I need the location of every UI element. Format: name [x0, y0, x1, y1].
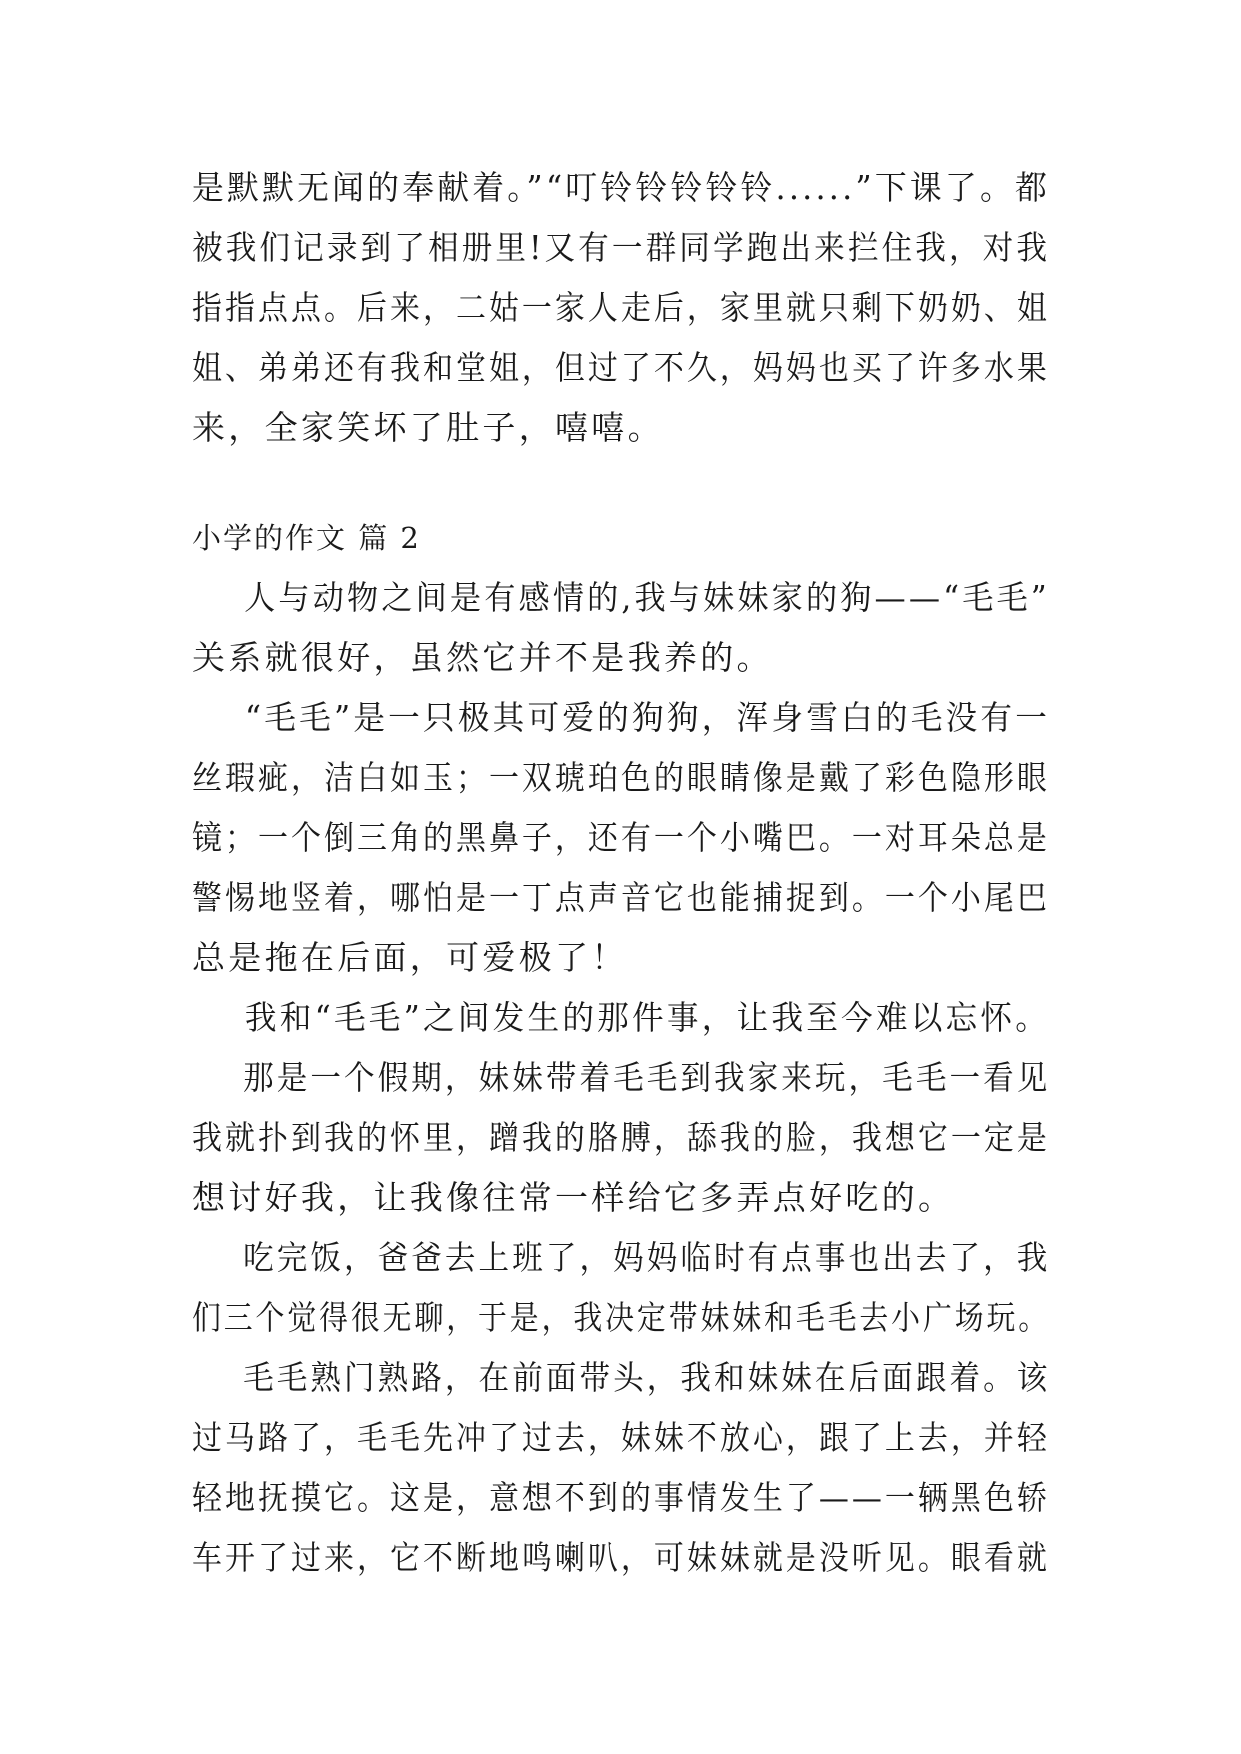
text-line: 丝瑕疵，洁白如玉；一双琥珀色的眼睛像是戴了彩色隐形眼: [192, 758, 1050, 797]
text-line: 车开了过来，它不断地鸣喇叭，可妹妹就是没听见。眼看就: [192, 1538, 1050, 1577]
text-line: “毛毛”是一只极其可爱的狗狗，浑身雪白的毛没有一: [192, 698, 1051, 737]
text-line: 过马路了，毛毛先冲了过去，妹妹不放心，跟了上去，并轻: [192, 1418, 1050, 1457]
text-line: 想讨好我，让我像往常一样给它多弄点好吃的。: [192, 1178, 955, 1217]
text-line: 人与动物之间是有感情的,我与妹妹家的狗——“毛毛”: [192, 578, 1050, 617]
text-line: 我就扑到我的怀里，蹭我的胳膊，舔我的脸，我想它一定是: [192, 1118, 1050, 1157]
section-heading: 小学的作文 篇 2: [192, 521, 421, 555]
text-line: 指指点点。后来，二姑一家人走后，家里就只剩下奶奶、姐: [192, 288, 1050, 327]
text-line: 关系就很好，虽然它并不是我养的。: [192, 638, 773, 677]
text-line: 镜；一个倒三角的黑鼻子，还有一个小嘴巴。一对耳朵总是: [192, 818, 1050, 857]
text-line: 警惕地竖着，哪怕是一丁点声音它也能捕捉到。一个小尾巴: [192, 878, 1050, 917]
text-line: 吃完饭，爸爸去上班了，妈妈临时有点事也出去了，我: [192, 1238, 1051, 1277]
text-line: 是默默无闻的奉献着。”“叮铃铃铃铃铃......”下课了。都: [192, 168, 1051, 207]
text-line: 我和“毛毛”之间发生的那件事，让我至今难以忘怀。: [192, 998, 1051, 1037]
text-line: 姐、弟弟还有我和堂姐，但过了不久，妈妈也买了许多水果: [192, 348, 1050, 387]
text-line: 那是一个假期，妹妹带着毛毛到我家来玩，毛毛一看见: [192, 1058, 1051, 1097]
text-line: 毛毛熟门熟路，在前面带头，我和妹妹在后面跟着。该: [192, 1358, 1051, 1397]
text-line: 们三个觉得很无聊，于是，我决定带妹妹和毛毛去小广场玩。: [192, 1298, 1051, 1337]
text-line: 被我们记录到了相册里!又有一群同学跑出来拦住我，对我: [192, 228, 1051, 267]
text-line: 总是拖在后面，可爱极了！: [192, 938, 628, 977]
text-line: 来，全家笑坏了肚子，嘻嘻。: [192, 408, 664, 447]
text-line: 轻地抚摸它。这是，意想不到的事情发生了——一辆黑色轿: [192, 1478, 1050, 1517]
